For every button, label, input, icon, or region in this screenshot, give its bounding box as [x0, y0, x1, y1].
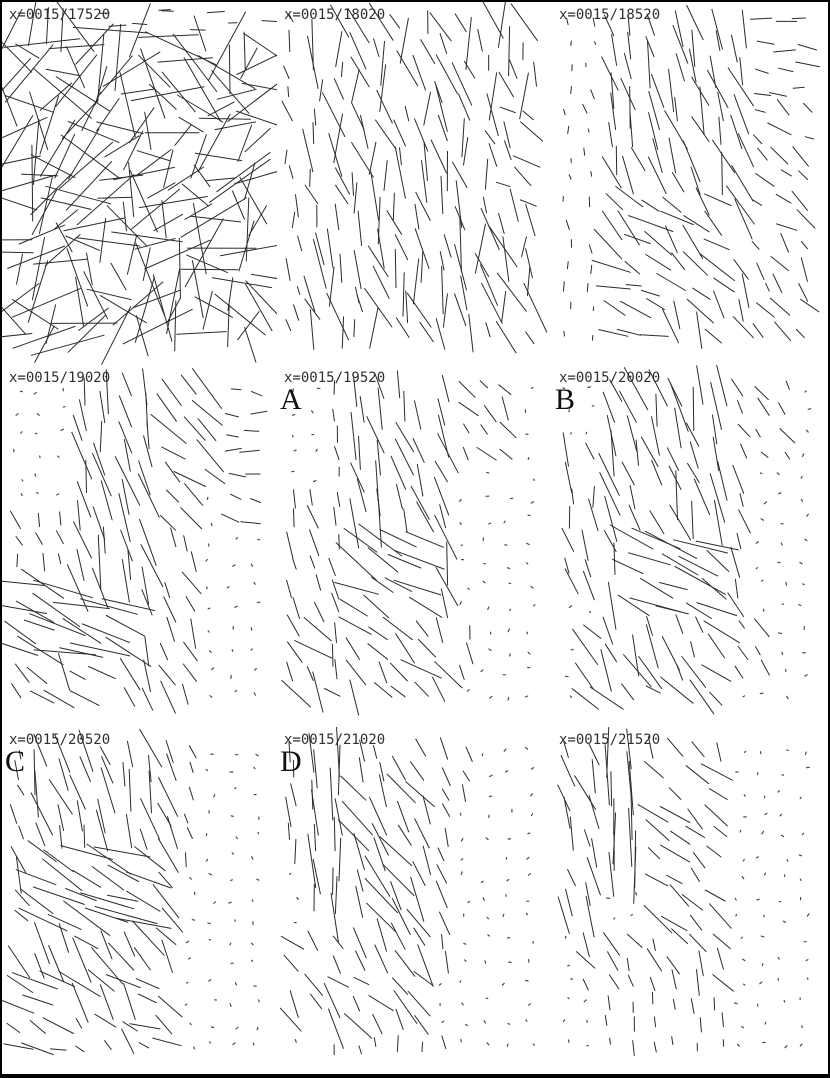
segment-field-plot — [552, 365, 828, 727]
panel-frame-label: x=0015/18020 — [284, 7, 386, 23]
panel-frame-label: x=0015/20520 — [9, 732, 111, 748]
panel-frame-label: x=0015/18520 — [559, 7, 661, 23]
panel-frame-label: x=0015/20020 — [559, 370, 661, 386]
panel-letter-D: D — [280, 745, 302, 778]
field-panel-21520 — [552, 727, 828, 1072]
field-panel-20020 — [552, 365, 828, 727]
field-panel-18020 — [277, 2, 552, 365]
field-panel-19520 — [277, 365, 552, 727]
panel-frame-label: x=0015/19520 — [284, 370, 386, 386]
panel-frame-label: x=0015/21520 — [559, 732, 661, 748]
segment-field-plot — [552, 727, 828, 1072]
field-panel-17520 — [2, 2, 277, 365]
field-panel-20520 — [2, 727, 277, 1072]
panel-frame-label: x=0015/19020 — [9, 370, 111, 386]
segment-field-plot — [277, 365, 552, 727]
field-panel-21020 — [277, 727, 552, 1072]
panel-letter-B: B — [555, 383, 576, 416]
panel-frame-label: x=0015/21020 — [284, 732, 386, 748]
segment-field-plot — [2, 727, 277, 1072]
segment-field-plot — [277, 2, 552, 365]
panel-frame-label: x=0015/17520 — [9, 7, 111, 23]
segment-field-plot — [277, 727, 552, 1072]
field-panel-19020 — [2, 365, 277, 727]
panel-letter-A: A — [280, 383, 302, 416]
panel-letter-C: C — [5, 745, 26, 778]
field-panel-18520 — [552, 2, 828, 365]
segment-field-plot — [2, 365, 277, 727]
segment-field-plot — [552, 2, 828, 365]
segment-field-plot — [2, 2, 277, 365]
